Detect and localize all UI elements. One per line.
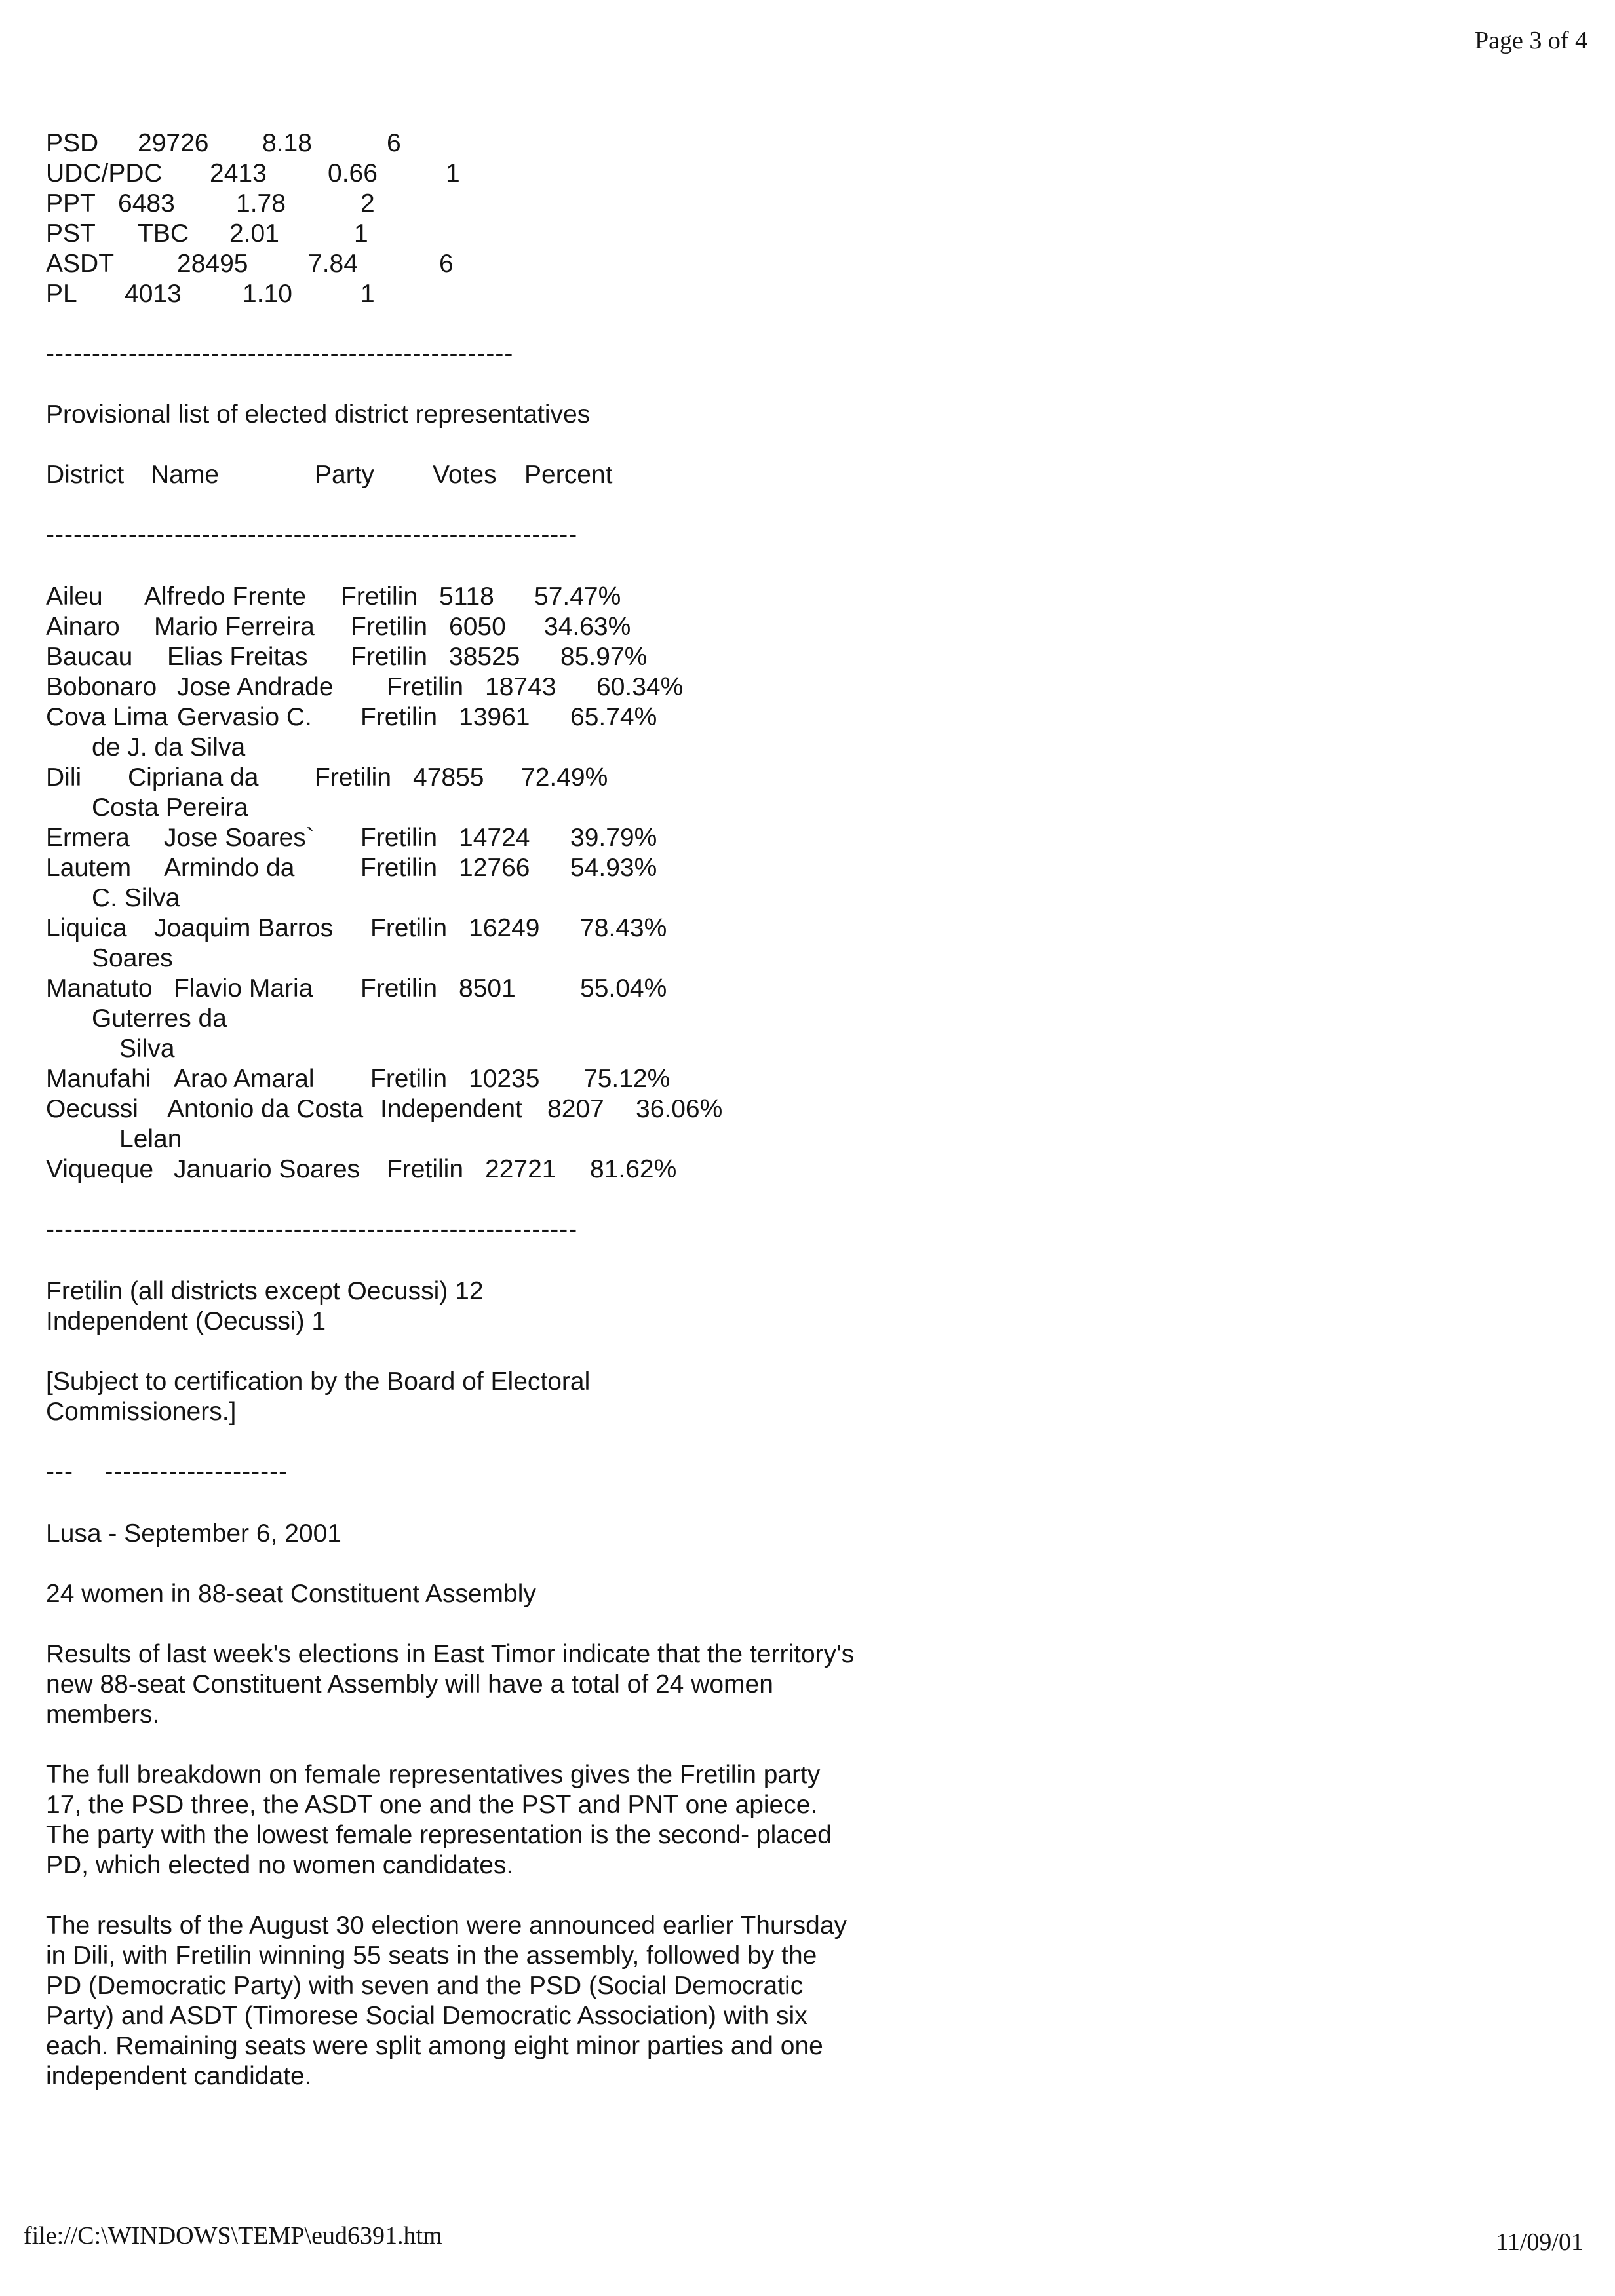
district-name: Bobonaro — [46, 673, 157, 701]
representative-name-continued: Lelan — [119, 1125, 182, 1153]
party-name: PST — [46, 220, 96, 248]
party-name: Fretilin — [360, 824, 438, 852]
representative-name-continued: Soares — [92, 944, 173, 972]
representative-name: Elias Freitas — [167, 643, 308, 671]
party-row — [46, 189, 898, 219]
table-row — [46, 913, 898, 944]
article-paragraph: Results of last week's elections in East Timor indicate that the territory's new 88-seat Constituent Assembly will have a total of 24 women members. — [46, 1640, 855, 1729]
vote-count: 6050 — [449, 613, 506, 641]
party-name: ASDT — [46, 250, 115, 278]
vote-percent: 60.34% — [596, 673, 684, 701]
district-name: Baucau — [46, 643, 133, 671]
representative-name: Flavio Maria — [174, 974, 313, 1003]
table-header — [46, 460, 898, 490]
vote-count: 5118 — [439, 583, 494, 611]
party-percent: 1.78 — [236, 189, 286, 218]
party-name: Fretilin — [360, 974, 438, 1003]
party-seats: 1 — [446, 159, 460, 187]
party-name: Fretilin — [341, 583, 418, 611]
district-name: Viqueque — [46, 1155, 154, 1183]
vote-count: 18743 — [485, 673, 556, 701]
representative-name: Mario Ferreira — [154, 613, 315, 641]
table-row — [46, 823, 898, 853]
representative-name: Armindo da — [164, 854, 295, 882]
district-name: Liquica — [46, 914, 127, 942]
vote-count: 13961 — [459, 703, 530, 731]
vote-percent: 72.49% — [521, 763, 608, 792]
separator-line — [46, 1457, 898, 1487]
page-number: Page 3 of 4 — [1474, 27, 1587, 54]
party-votes: 2413 — [210, 159, 267, 187]
representative-name-continued: Costa Pereira — [92, 794, 248, 822]
party-name: UDC/PDC — [46, 159, 163, 187]
representative-name: Joaquim Barros — [154, 914, 334, 942]
file-path: file://C:\WINDOWS\TEMP\eud6391.htm — [24, 2222, 442, 2249]
vote-percent: 54.93% — [570, 854, 657, 882]
party-votes: 29726 — [138, 129, 209, 157]
party-name: Fretilin — [370, 1065, 448, 1093]
section-heading: Provisional list of elected district representatives — [46, 400, 591, 429]
separator-fragment: -------------------- — [104, 1458, 288, 1486]
party-results-table — [46, 128, 898, 309]
party-percent: 2.01 — [229, 220, 279, 248]
party-seats: 1 — [360, 280, 375, 308]
representative-name-continued: Guterres da — [92, 1004, 227, 1033]
table-row — [46, 853, 898, 883]
party-row — [46, 128, 898, 159]
article-headline: 24 women in 88-seat Constituent Assembly — [46, 1580, 536, 1608]
vote-percent: 39.79% — [570, 824, 657, 852]
vote-percent: 85.97% — [560, 643, 648, 671]
vote-count: 10235 — [469, 1065, 540, 1093]
separator-line: ---------------------------------------------------------- — [46, 521, 578, 549]
district-name: Dili — [46, 763, 82, 792]
summary-fretilin: Fretilin (all districts except Oecussi) 12 — [46, 1277, 484, 1305]
table-row — [46, 582, 898, 612]
party-seats: 6 — [387, 129, 401, 157]
party-row — [46, 159, 898, 189]
table-row — [46, 1094, 898, 1124]
district-name: Manufahi — [46, 1065, 151, 1093]
separator-line: --------------------------------------------------- — [46, 340, 514, 368]
vote-count: 47855 — [413, 763, 484, 792]
print-date: 11/09/01 — [1496, 2229, 1584, 2256]
vote-count: 38525 — [449, 643, 520, 671]
column-header-district: District — [46, 461, 125, 489]
party-row — [46, 219, 898, 249]
summary-independent: Independent (Oecussi) 1 — [46, 1307, 326, 1335]
district-name: Aileu — [46, 583, 103, 611]
vote-count: 14724 — [459, 824, 530, 852]
party-name: Fretilin — [360, 854, 438, 882]
party-seats: 1 — [354, 220, 368, 248]
table-row — [46, 672, 898, 702]
representative-name: Gervasio C. — [177, 703, 312, 731]
representative-name: Jose Andrade — [177, 673, 334, 701]
party-name: Independent — [380, 1095, 522, 1123]
party-name: PSD — [46, 129, 99, 157]
party-percent: 7.84 — [308, 250, 358, 278]
table-row — [46, 1155, 898, 1185]
column-header-percent: Percent — [524, 461, 613, 489]
document-body — [46, 128, 898, 2122]
party-name: Fretilin — [387, 1155, 464, 1183]
party-name: Fretilin — [370, 914, 448, 942]
vote-percent: 65.74% — [570, 703, 657, 731]
table-row — [46, 974, 898, 1004]
representative-name-continued: de J. da Silva — [92, 733, 246, 761]
party-name: PPT — [46, 189, 96, 218]
representative-name: Jose Soares` — [164, 824, 315, 852]
party-votes: TBC — [138, 220, 189, 248]
vote-percent: 75.12% — [583, 1065, 671, 1093]
vote-count: 8207 — [547, 1095, 604, 1123]
vote-percent: 78.43% — [580, 914, 667, 942]
vote-count: 12766 — [459, 854, 530, 882]
party-name: Fretilin — [351, 613, 428, 641]
party-row — [46, 279, 898, 309]
vote-percent: 36.06% — [636, 1095, 723, 1123]
table-row — [46, 1064, 898, 1094]
district-name: Lautem — [46, 854, 132, 882]
article-paragraph: The full breakdown on female representatives gives the Fretilin party 17, the PSD three, the ASDT one and the PST and PNT one apiece. The party with the lowest female representation is the second- placed PD, which elected no women candidates. — [46, 1761, 832, 1879]
party-name: Fretilin — [351, 643, 428, 671]
party-votes: 28495 — [177, 250, 248, 278]
representative-name-continued: Silva — [119, 1035, 175, 1063]
party-percent: 0.66 — [328, 159, 378, 187]
party-name: Fretilin — [360, 703, 438, 731]
table-row — [46, 763, 898, 793]
representative-name: Alfredo Frente — [144, 583, 307, 611]
vote-count: 8501 — [459, 974, 516, 1003]
party-name: Fretilin — [315, 763, 392, 792]
article-paragraph: The results of the August 30 election were announced earlier Thursday in Dili, with Fretilin winning 55 seats in the assembly, followed by the PD (Democratic Party) with seven and the PSD (Social Democratic Party) and ASDT (Timorese Social Democratic Association) with six each. Remaining seats were split among eight minor parties and one independent candidate. — [46, 1911, 847, 2090]
table-row — [46, 702, 898, 733]
representative-name: Arao Amaral — [174, 1065, 315, 1093]
column-header-name: Name — [151, 461, 220, 489]
article-source: Lusa - September 6, 2001 — [46, 1520, 341, 1548]
vote-percent: 57.47% — [534, 583, 621, 611]
party-seats: 6 — [439, 250, 454, 278]
vote-count: 16249 — [469, 914, 540, 942]
certification-note: [Subject to certification by the Board of Electoral Commissioners.] — [46, 1368, 591, 1426]
table-row — [46, 612, 898, 642]
party-percent: 1.10 — [243, 280, 292, 308]
party-votes: 4013 — [125, 280, 182, 308]
representative-name: Januario Soares — [174, 1155, 360, 1183]
party-row — [46, 249, 898, 279]
column-header-votes: Votes — [433, 461, 497, 489]
column-header-party: Party — [315, 461, 375, 489]
vote-count: 22721 — [485, 1155, 556, 1183]
vote-percent: 81.62% — [590, 1155, 677, 1183]
vote-percent: 34.63% — [544, 613, 631, 641]
party-percent: 8.18 — [262, 129, 312, 157]
vote-percent: 55.04% — [580, 974, 667, 1003]
party-name: PL — [46, 280, 77, 308]
representative-name: Cipriana da — [128, 763, 259, 792]
representative-name: Antonio da Costa — [167, 1095, 364, 1123]
district-name: Ermera — [46, 824, 130, 852]
separator-line: ---------------------------------------------------------- — [46, 1215, 578, 1244]
separator-fragment: --- — [46, 1458, 73, 1486]
party-name: Fretilin — [387, 673, 464, 701]
district-name: Cova Lima — [46, 703, 168, 731]
district-name: Oecussi — [46, 1095, 138, 1123]
district-results-table — [46, 582, 898, 1185]
party-votes: 6483 — [118, 189, 175, 218]
table-row — [46, 642, 898, 672]
district-name: Ainaro — [46, 613, 120, 641]
district-name: Manatuto — [46, 974, 153, 1003]
representative-name-continued: C. Silva — [92, 884, 180, 912]
party-seats: 2 — [360, 189, 375, 218]
